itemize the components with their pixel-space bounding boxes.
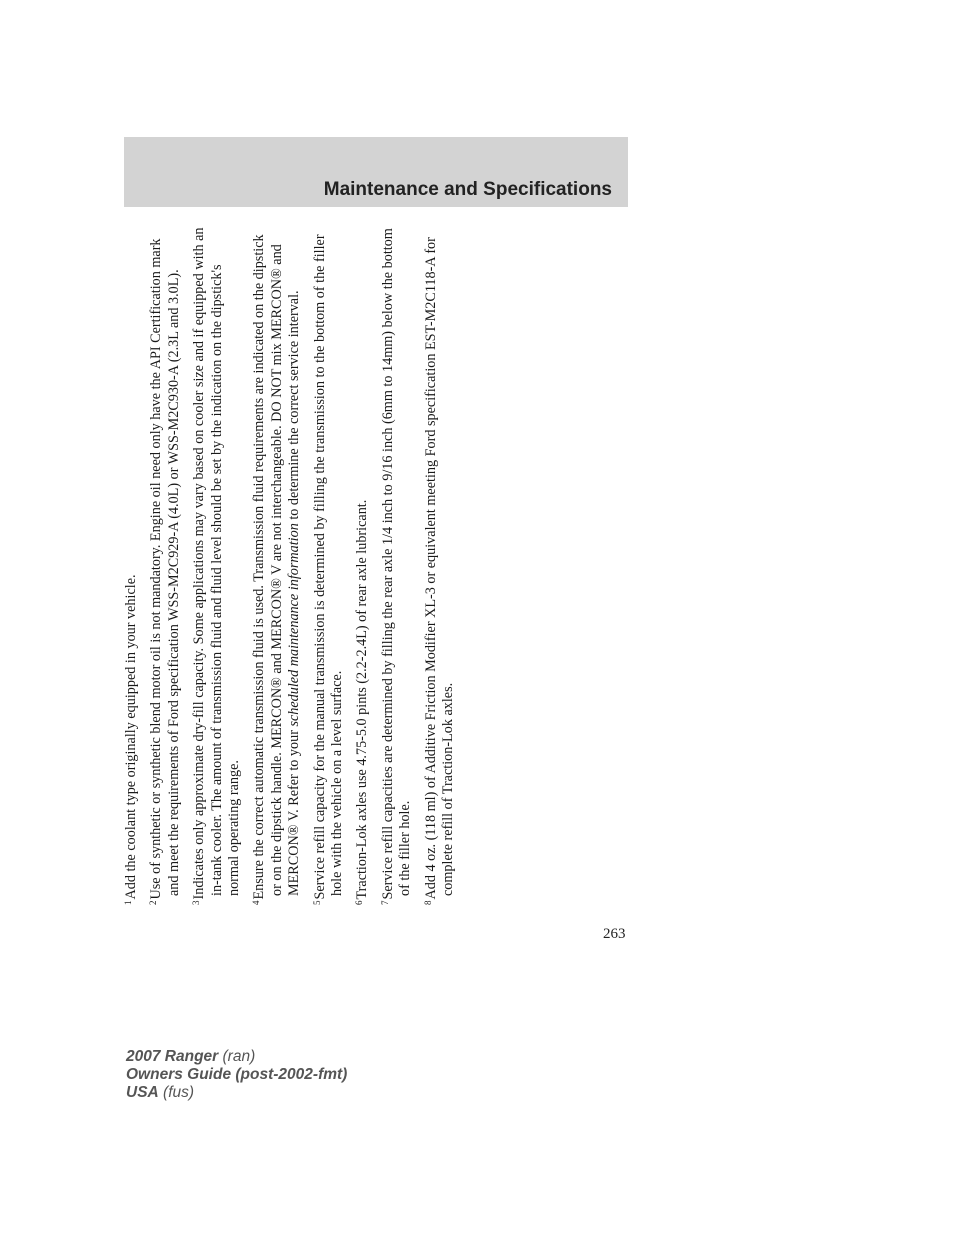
- footer-line-model: 2007 Ranger (ran): [126, 1048, 256, 1065]
- scheduled-maintenance-reference: scheduled maintenance information: [286, 523, 303, 727]
- footnote-3: $^3$Indicates only approximate dry-fill capacity. Some applications may vary based on cooler size and if equipped with an in-tank cooler. The amount of transmission fluid and fluid level should be set by the indication on the dipstick's normal operating range.: [191, 227, 243, 905]
- section-title: Maintenance and Specifications: [323, 179, 612, 200]
- section-header-band: [124, 137, 628, 207]
- footnotes-column: [120, 225, 463, 905]
- page-number: 263: [603, 926, 626, 942]
- document-footer: [126, 1048, 347, 1102]
- footnote-6: $^6$Traction-Lok axles use 4.75-5.0 pints (2.2-2.4L) of rear axle lubricant.: [354, 499, 371, 905]
- footnote-5: $^5$Service refill capacity for the manual transmission is determined by filling the transmission to the bottom of the filler hole with the vehicle on a level surface.: [311, 234, 346, 905]
- footer-line-guide: Owners Guide (post-2002-fmt): [126, 1066, 348, 1083]
- footnote-8: $^8$Add 4 oz. (118 ml) of Additive Friction Modifier XL-3 or equivalent meeting Ford specification EST-M2C118-A for complete refill of Traction-Lok axles.: [422, 237, 457, 905]
- footnote-2: $^2$Use of synthetic or synthetic blend motor oil is not mandatory. Engine oil need only have the API Certification mark and meet the requirements of Ford specification WSS-M2C929-A (4.0L) or WSS-M2C930-A (2.3L and 3.0L).: [148, 238, 182, 905]
- footnote-1: $^1$Add the coolant type originally equipped in your vehicle.: [123, 574, 139, 905]
- footnote-4: $^4$Ensure the correct automatic transmission fluid is used. Transmission fluid requirements are indicated on the dipstick or on the dipstick handle. MERCON® and MERCON® V are not interchangeable. DO NOT mix MERCON® and MERCON® V. Refer to your scheduled maintenance information to determine the correct service interval.: [251, 234, 303, 905]
- footer-line-market: USA (fus): [126, 1084, 195, 1101]
- footnote-7: $^7$Service refill capacities are determined by filling the rear axle 1/4 inch to 9/16 inch (6mm to 14mm) below the bottom of the filler hole.: [379, 228, 414, 905]
